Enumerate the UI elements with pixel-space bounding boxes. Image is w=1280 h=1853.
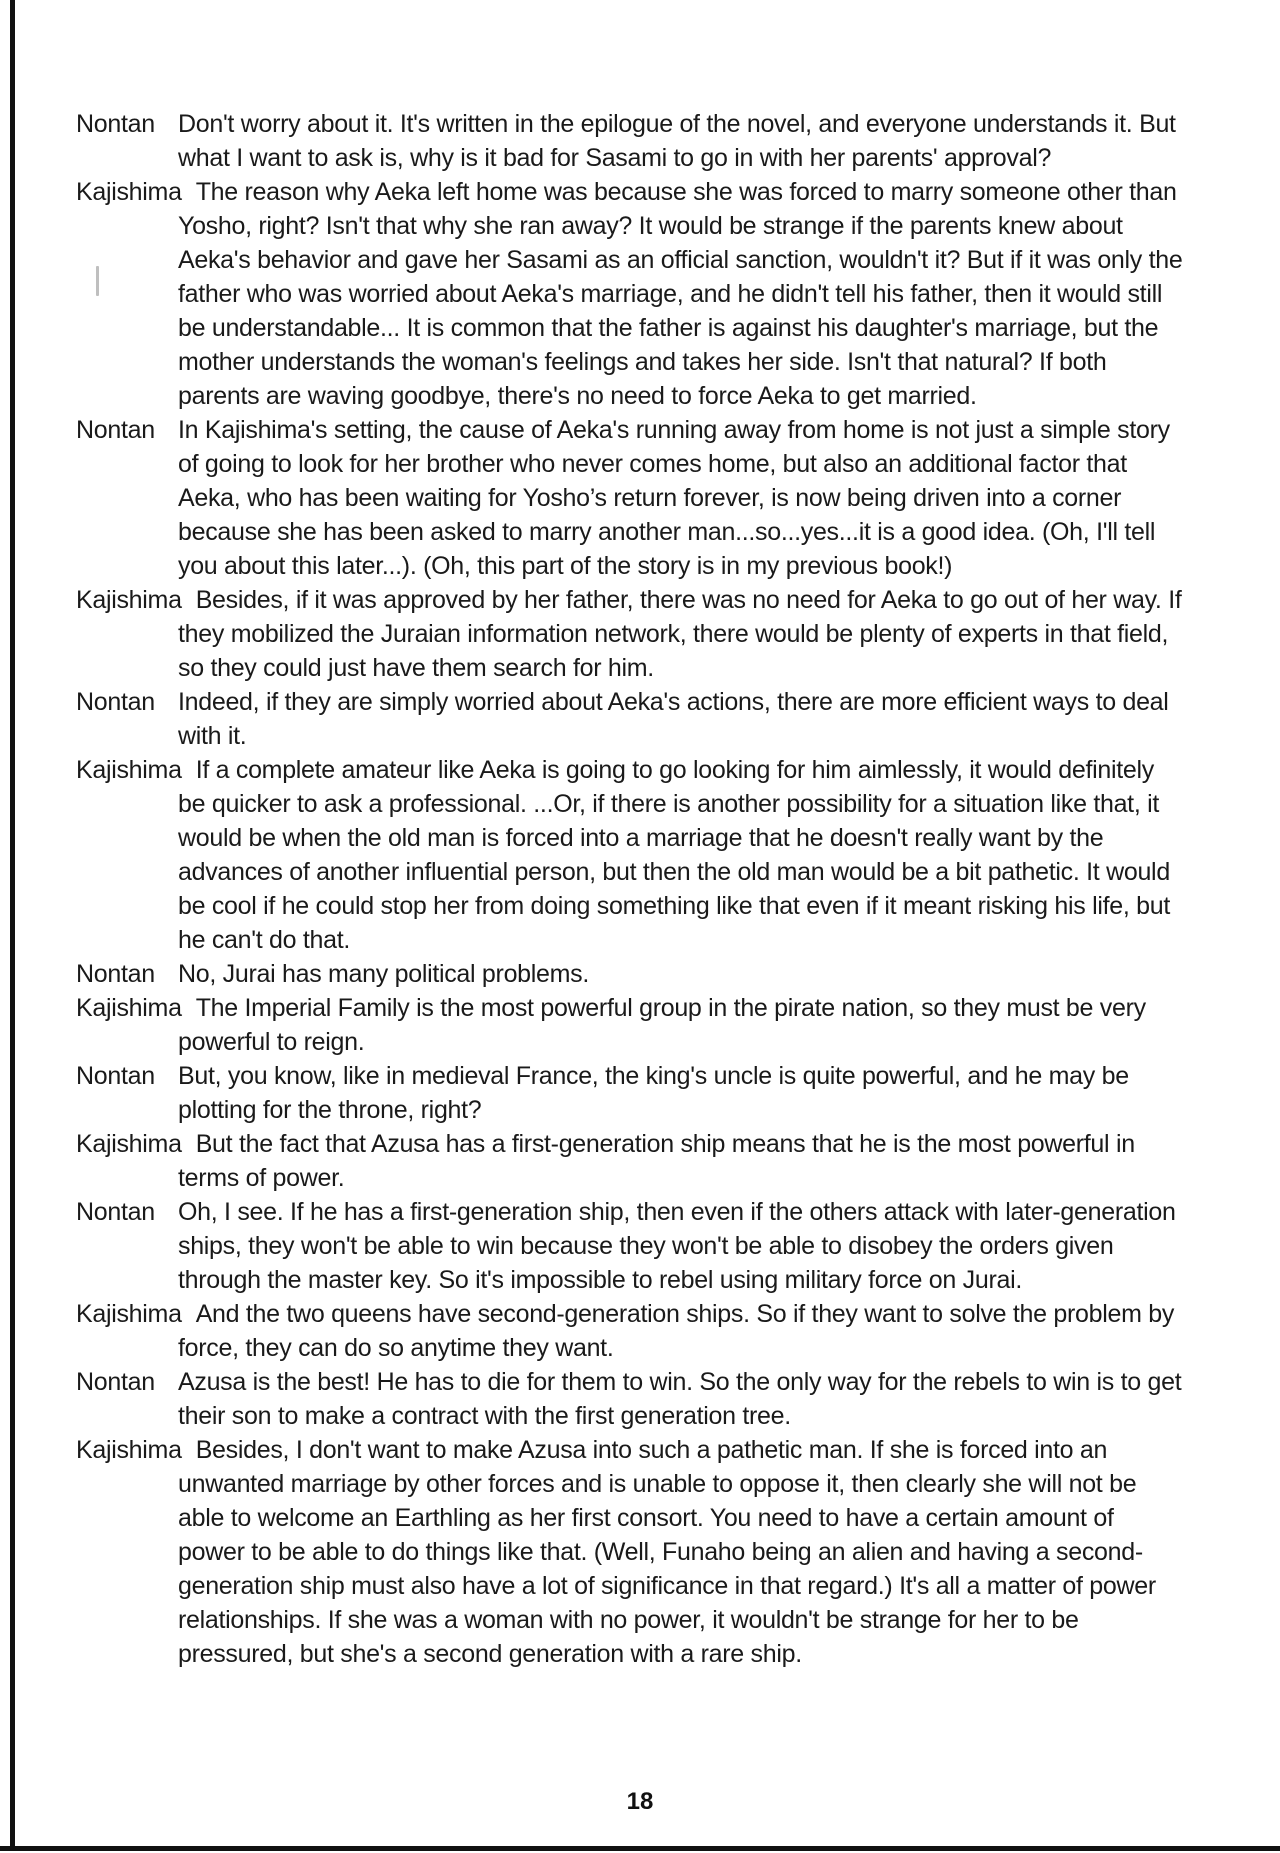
dialogue-entry — [60, 175, 1183, 413]
page-number: 18 — [626, 1788, 654, 1815]
speaker-label: Nontan — [76, 416, 155, 444]
speaker-label: Nontan — [76, 1198, 155, 1226]
speaker-label: Kajishima — [76, 994, 182, 1022]
scan-border-left — [10, 0, 15, 1848]
dialogue-entry — [60, 1297, 1183, 1365]
dialogue-entry — [60, 1195, 1183, 1297]
dialogue-text: And the two queens have second-generation ships. So if they want to solve the problem by force, they can do so anytime they want. — [178, 1300, 1175, 1362]
dialogue-text: But the fact that Azusa has a first-generation ship means that he is the most powerful in terms of power. — [178, 1130, 1135, 1192]
dialogue-entry — [60, 1433, 1183, 1671]
dialogue-entry — [60, 1059, 1183, 1127]
dialogue-entry — [60, 1127, 1183, 1195]
dialogue-entry — [60, 413, 1183, 583]
speaker-label: Nontan — [76, 110, 155, 138]
dialogue-text: No, Jurai has many political problems. — [178, 960, 590, 988]
dialogue-entry — [60, 685, 1183, 753]
speaker-label: Kajishima — [76, 586, 182, 614]
speaker-label: Kajishima — [76, 1436, 182, 1464]
speaker-label: Kajishima — [76, 178, 182, 206]
dialogue-entry — [60, 1365, 1183, 1433]
speaker-label: Nontan — [76, 1368, 155, 1396]
dialogue-text: Besides, if it was approved by her father, there was no need for Aeka to go out of her way. If they mobilized the Juraian information network, there would be plenty of experts in that field, so they could just have them search for him. — [178, 586, 1182, 682]
dialogue-text: Oh, I see. If he has a first-generation ship, then even if the others attack with later-generation ships, they won't be able to win because they won't be able to disobey the orders given through the master key. So it's impossible to rebel using military force on Jurai. — [178, 1198, 1176, 1294]
speaker-label: Kajishima — [76, 756, 182, 784]
dialogue-transcript — [60, 107, 1183, 1671]
dialogue-text: The reason why Aeka left home was because she was forced to marry someone other than Yosho, right? Isn't that why she ran away? It would be strange if the parents knew about Aeka's behavior and gave her Sasami as an official sanction, wouldn't it? But if it was only the father who was worried about Aeka's marriage, and he didn't tell his father, then it would still be understandable... It is common that the father is against his daughter's marriage, but the mother understands the woman's feelings and takes her side. Isn't that natural? If both parents are waving goodbye, there's no need to force Aeka to get married. — [178, 178, 1183, 410]
speaker-label: Kajishima — [76, 1300, 182, 1328]
speaker-label: Nontan — [76, 688, 155, 716]
dialogue-entry — [60, 107, 1183, 175]
speaker-label: Kajishima — [76, 1130, 182, 1158]
dialogue-text: Don't worry about it. It's written in the epilogue of the novel, and everyone understands it. But what I want to ask is, why is it bad for Sasami to go in with her parents' approval? — [178, 110, 1176, 172]
dialogue-entry — [60, 583, 1183, 685]
dialogue-entry — [60, 753, 1183, 957]
dialogue-text: Azusa is the best! He has to die for them to win. So the only way for the rebels to win is to get their son to make a contract with the first generation tree. — [178, 1368, 1182, 1430]
dialogue-text: In Kajishima's setting, the cause of Aeka's running away from home is not just a simple story of going to look for her brother who never comes home, but also an additional factor that Aeka, who has been waiting for Yosho’s return forever, is now being driven into a corner because she has been asked to marry another man...so...yes...it is a good idea. (Oh, I'll tell you about this later...). (Oh, this part of the story is in my previous book!) — [178, 416, 1170, 580]
speaker-label: Nontan — [76, 1062, 155, 1090]
speaker-label: Nontan — [76, 960, 155, 988]
scan-border-bottom — [0, 1846, 1280, 1851]
dialogue-entry — [60, 991, 1183, 1059]
dialogue-text: The Imperial Family is the most powerful group in the pirate nation, so they must be very powerful to reign. — [178, 994, 1146, 1056]
dialogue-text: Indeed, if they are simply worried about Aeka's actions, there are more efficient ways to deal with it. — [178, 688, 1169, 750]
dialogue-text: But, you know, like in medieval France, the king's uncle is quite powerful, and he may be plotting for the throne, right? — [178, 1062, 1129, 1124]
dialogue-text: If a complete amateur like Aeka is going to go looking for him aimlessly, it would definitely be quicker to ask a professional. ...Or, if there is another possibility for a situation like that, it would be when the old man is forced into a marriage that he doesn't really want by the advances of another influential person, but then the old man would be a bit pathetic. It would be cool if he could stop her from doing something like that even if it meant risking his life, but he can't do that. — [178, 756, 1170, 954]
dialogue-entry — [60, 957, 1183, 991]
dialogue-text: Besides, I don't want to make Azusa into such a pathetic man. If she is forced into an unwanted marriage by other forces and is unable to oppose it, then clearly she will not be able to welcome an Earthling as her first consort. You need to have a certain amount of power to be able to do things like that. (Well, Funaho being an alien and having a second-generation ship must also have a lot of significance in that regard.) It's all a matter of power relationships. If she was a woman with no power, it wouldn't be strange for her to be pressured, but she's a second generation with a rare ship. — [178, 1436, 1156, 1668]
